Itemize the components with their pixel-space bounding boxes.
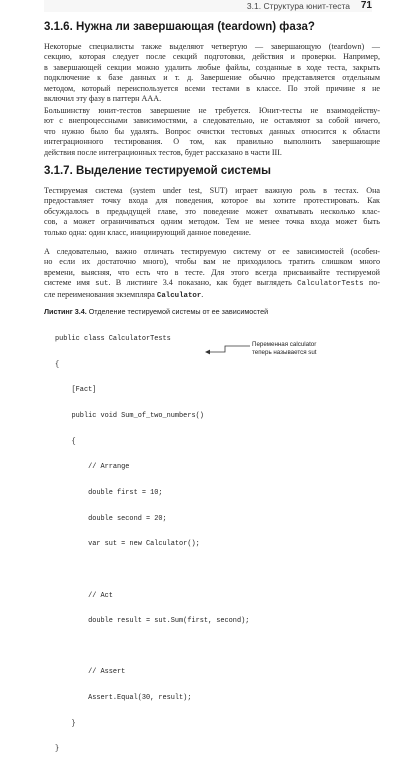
code-line: // Act	[55, 591, 113, 600]
code-line: }	[55, 745, 60, 754]
text-line: включил эту фазу в паттерн AAA.	[44, 94, 162, 104]
code-listing	[55, 318, 249, 771]
text-line: секцию, которая следует после секций подготовки, действия и проверки. Например,	[44, 52, 380, 62]
text-line: подключение к базе данных и т. д. Завершение обычно представляется отдельным	[44, 73, 380, 83]
text-line	[44, 290, 380, 301]
code-line: var sut = new Calculator();	[55, 540, 200, 549]
text-line	[44, 278, 380, 289]
paragraph-sut-intro	[44, 186, 380, 238]
text-line: обсуждалось в предыдущей главе, это поведение может охватывать несколько клас-	[44, 206, 380, 216]
text-line: действия после интеграционных тестов, будет рассказано в части III.	[44, 147, 282, 157]
text-fragment: системе имя	[44, 278, 96, 288]
text-line: но если их достаточно много), чтобы вам не приходилось тратить слишком много	[44, 257, 380, 267]
section-heading-sut: 3.1.7. Выделение тестируемой системы	[44, 165, 271, 177]
text-fragment: сле переименования экземпляра	[44, 289, 157, 299]
listing-caption	[44, 307, 380, 316]
code-line: double result = sut.Sum(first, second);	[55, 617, 250, 626]
code-line	[55, 643, 249, 652]
inline-code-calculator: Calculator	[156, 291, 202, 300]
text-line: сов, а может ограничиваться одним методом. Тем не менее точка входа может быть	[44, 217, 380, 227]
text-line: Большинству юнит-тестов завершение не требуется. Юнит-тесты не взаимодейству-	[44, 106, 380, 115]
code-callout	[252, 341, 317, 356]
paragraph-teardown-cleanup	[44, 106, 380, 158]
text-fragment: .	[201, 289, 204, 299]
inline-code-calculatortests: CalculatorTests	[297, 280, 364, 289]
text-line: А следовательно, важно отличать тестируемую систему от ее зависимостей (особен-	[44, 247, 380, 256]
code-line: public void Sum_of_two_numbers()	[55, 412, 204, 421]
code-line: [Fact]	[55, 386, 97, 395]
listing-label: Листинг 3.4.	[44, 307, 87, 316]
callout-arrow-icon	[205, 342, 253, 356]
code-line: double first = 10;	[55, 488, 163, 497]
text-line: только одна: один класс, инициирующий данное поведение.	[44, 227, 251, 237]
text-line: Некоторые специалисты также выделяют четвертую — завершающую (teardown) —	[44, 42, 380, 51]
text-line: что нужно было бы удалять. Вопрос очистки тестовых данных относится к области	[44, 126, 380, 136]
text-fragment: по-	[363, 278, 380, 288]
callout-line: Переменная calculator	[252, 341, 317, 348]
text-line: Тестируемая система (system under test, SUT) играет важную роль в тестах. Она	[44, 186, 380, 195]
running-header	[44, 0, 372, 12]
code-line: // Assert	[55, 668, 126, 677]
inline-code-sut: sut	[95, 280, 109, 289]
text-line: предоставляет точку входа для поведения, которое вы хотите протестировать. Как	[44, 196, 380, 206]
code-line: {	[55, 360, 60, 369]
paragraph-teardown-intro	[44, 42, 380, 104]
code-line: // Arrange	[55, 463, 130, 472]
section-heading-teardown: 3.1.6. Нужна ли завершающая (teardown) фаза?	[44, 21, 315, 33]
text-line: времени, выясняя, что есть что в тесте. Для этого всегда присваивайте тестируемой	[44, 267, 380, 277]
code-line: double second = 20;	[55, 514, 167, 523]
page-number: 71	[360, 0, 372, 11]
code-line	[55, 566, 249, 575]
code-line: }	[55, 719, 76, 728]
code-line: {	[55, 437, 76, 446]
text-line: интеграционного тестирования. О том, как правильно выполнить завершающие	[44, 137, 380, 147]
paragraph-sut-naming	[44, 247, 380, 301]
code-line: public class CalculatorTests	[55, 335, 171, 344]
text-fragment: . В листинге 3.4 показано, как будет выглядеть	[108, 278, 298, 288]
code-line: Assert.Equal(30, result);	[55, 694, 192, 703]
text-line: в завершающей секции можно удалить любые файлы, созданные в ходе теста, закрыть	[44, 62, 380, 72]
chapter-title: 3.1. Структура юнит-теста	[246, 1, 350, 11]
listing-caption-text: Отделение тестируемой системы от ее зависимостей	[86, 307, 269, 316]
callout-line: теперь называется sut	[252, 348, 317, 356]
text-line: ют с внепроцессными зависимостями, а следовательно, не оставляют за собой ничего,	[44, 116, 380, 126]
text-line: методом, который переиспользуется всеми тестами в классе. По этой причине я не	[44, 83, 380, 93]
